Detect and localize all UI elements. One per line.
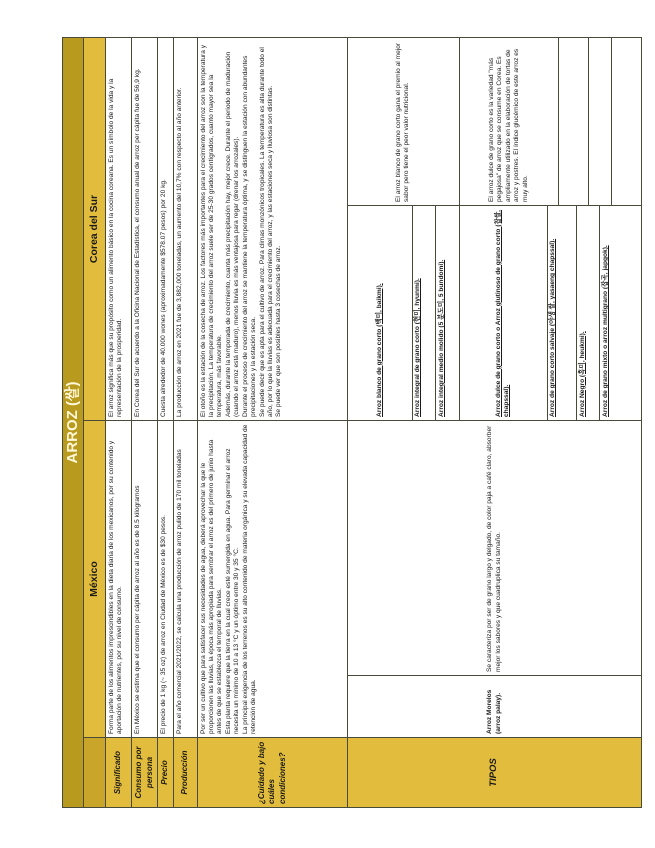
- mexico-cultivo: [198, 421, 348, 738]
- row-label-precio: Precio: [158, 738, 174, 808]
- korea-note-blanco: El arroz blanco de grano corto gana el premio al mejor sabor pero tiene el peor valor nutricional.: [348, 38, 459, 205]
- korea-consumo: En Corea del Sur de acuerdo a la Oficina Nacional de Estadística, el consumo anual de arroz per cápita fue de 56,9 kg.: [132, 37, 158, 420]
- mexico-cultivo-p1: Por ser un cultivo que para satisfacer sus necesidades de agua, deberá aprovechar la que le proporcionen las lluvias, la época más apropiada para sembrar el arroz es del primero de junio hasta antes de que se establezca el temporal de lluvias.: [199, 439, 224, 734]
- korea-cultivo-p4: Se puede decir que es apta para el cultivo de arroz. Para climas monzónicos tropicales. La temperatura es alta durante todo el año, por lo que la lluvias es adecuada para el crecimiento del arroz, y las estaciones seca y lluviosa son distintas.: [258, 47, 274, 417]
- korea-tipos-list: [348, 206, 642, 421]
- korea-produccion: La producción de arroz en 2021 fue de 3,882,000 toneladas, un aumento del 10,7% con respecto al año anterior.: [174, 37, 198, 420]
- mexico-tipo-desc: Se caracteriza por ser de grano largo y delgado, de color paja a café claro, absorber mejor los sabores y que cuadruplica su tamaño.: [348, 421, 642, 676]
- row-label-tipos: TIPOS: [348, 738, 642, 808]
- arroz-comparison-table: [62, 37, 642, 808]
- row-label-significado: Significado: [106, 738, 132, 808]
- mexico-produccion: Para el año comercial 2021/2022, se calcula una producción de arroz pulido de 170 mil toneladas: [174, 421, 198, 738]
- korea-note-empty-3: [612, 38, 641, 205]
- korea-tipo-6: Arroz Negro (흑미, heukmi).: [577, 206, 600, 420]
- mexico-tipo-name: Arroz Morelos (arroz palay).: [348, 676, 642, 738]
- korea-cultivo-p5: Se puede ver que son posibles hasta 3 cosechas de arroz.: [275, 245, 283, 417]
- korea-cultivo: [198, 37, 348, 420]
- mexico-cultivo-p3: La principal exigencia de los terrenos es su alto contenido de materia orgánica y su elevada capacidad de retención de agua.: [241, 424, 258, 734]
- mexico-cultivo-p2: Esta planta requiere que la tierra en la cual crece esté sumergida en agua. Para germinar el arroz necesita un mínimo de 10 a 13 °C y un óptimo entre 30 y 35 °C.: [224, 448, 241, 734]
- mexico-precio: El precio de 1 kg (~ 35 oz) de arroz en Ciudad de México es de $30 pesos.: [158, 421, 174, 738]
- korea-note-empty-1: [559, 38, 588, 205]
- korea-tipos-notes: [348, 37, 642, 205]
- row-label-consumo: Consumo por persona: [132, 738, 158, 808]
- korea-notes-table: [348, 38, 641, 205]
- korea-tipo-5: Arroz de grano corto salvaje (야생 쌀, yasaeng chapssal).: [547, 206, 576, 420]
- korea-note-dulce: El arroz dulce de grano corto es la variedad "más pegajosa" de arroz que se consume en Corea. Es ampliamente utilizado en la elaboración de tortas de arroz y postres. El índice glucémico de este arroz es muy alto.: [459, 38, 559, 205]
- row-label-cultivo: ¿Cuidado y bajo cuáles condiciones?: [198, 738, 348, 808]
- korea-tipo-7: Arroz de grano mixto o arroz multigrano (잡곡, japgok).: [600, 206, 641, 420]
- korea-cultivo-p2: Además, durante la temporada de crecimiento, cuanta más precipitación hay, mejor crece. Durante el periodo de maduración (cuando el arroz está maduro), menos lluvia es más ventajosa para regar (drenar los arrozales).: [224, 51, 241, 417]
- korea-tipo-2: Arroz integral de grano corto (현미, hyunmi).: [412, 206, 435, 420]
- mexico-consumo: En México se estima que el consumo per cápita de arroz al año es de 8.5 kilogramos: [132, 421, 158, 738]
- korea-precio: Cuesta alrededor de 40.000 wones (aproximadamente $578.07 pesos) por 20 kg.: [158, 37, 174, 420]
- korea-significado: El arroz significa más que su propósito como un alimento básico en la cocina coreana. Es un símbolo de la vida y la representación de la prosperidad.: [106, 37, 132, 420]
- mexico-significado: Forma parte de los alimentos imprescindibles en la dieta diaria de los mexicanos, por su contenido y aportación de nutrientes, por su nivel de consumo.: [106, 421, 132, 738]
- table-title: ARROZ (쌀): [63, 37, 84, 807]
- korea-cultivo-p3: Durante el proceso de crecimiento del arroz se mantiene la temperatura óptima, y se distinguen la estación con abundantes precipitaciones y la estación seca.: [241, 55, 258, 417]
- korea-note-empty-2: [588, 38, 611, 205]
- row-label-produccion: Producción: [174, 738, 198, 808]
- korea-tipo-1: Arroz blanco de grano corto (백미, baikmi).: [348, 206, 412, 420]
- korea-tipo-3: Arroz integral medio molido (5 분도미, 5 bundomi).: [436, 206, 459, 420]
- korea-cultivo-p1: El otoño es la estación de la cosecha de arroz. Los factores más importantes para el crecimiento del arroz son la temperatura y la precipitación. La temperatura de crecimiento del arroz suele ser de 25-30 grados centígrados, cuanto mayor sea la temperatura, más favorable.: [199, 44, 224, 417]
- korea-tipos-table: [348, 206, 641, 420]
- column-header-mexico: México: [84, 421, 106, 738]
- header-corner: [84, 738, 106, 808]
- column-header-korea: Corea del Sur: [84, 37, 106, 420]
- rotated-table-wrapper: [62, 38, 642, 808]
- korea-tipo-4: Arroz dulce de grano corto o Arroz glutinoso de grano corto (찹쌀, chapssal).: [459, 206, 547, 420]
